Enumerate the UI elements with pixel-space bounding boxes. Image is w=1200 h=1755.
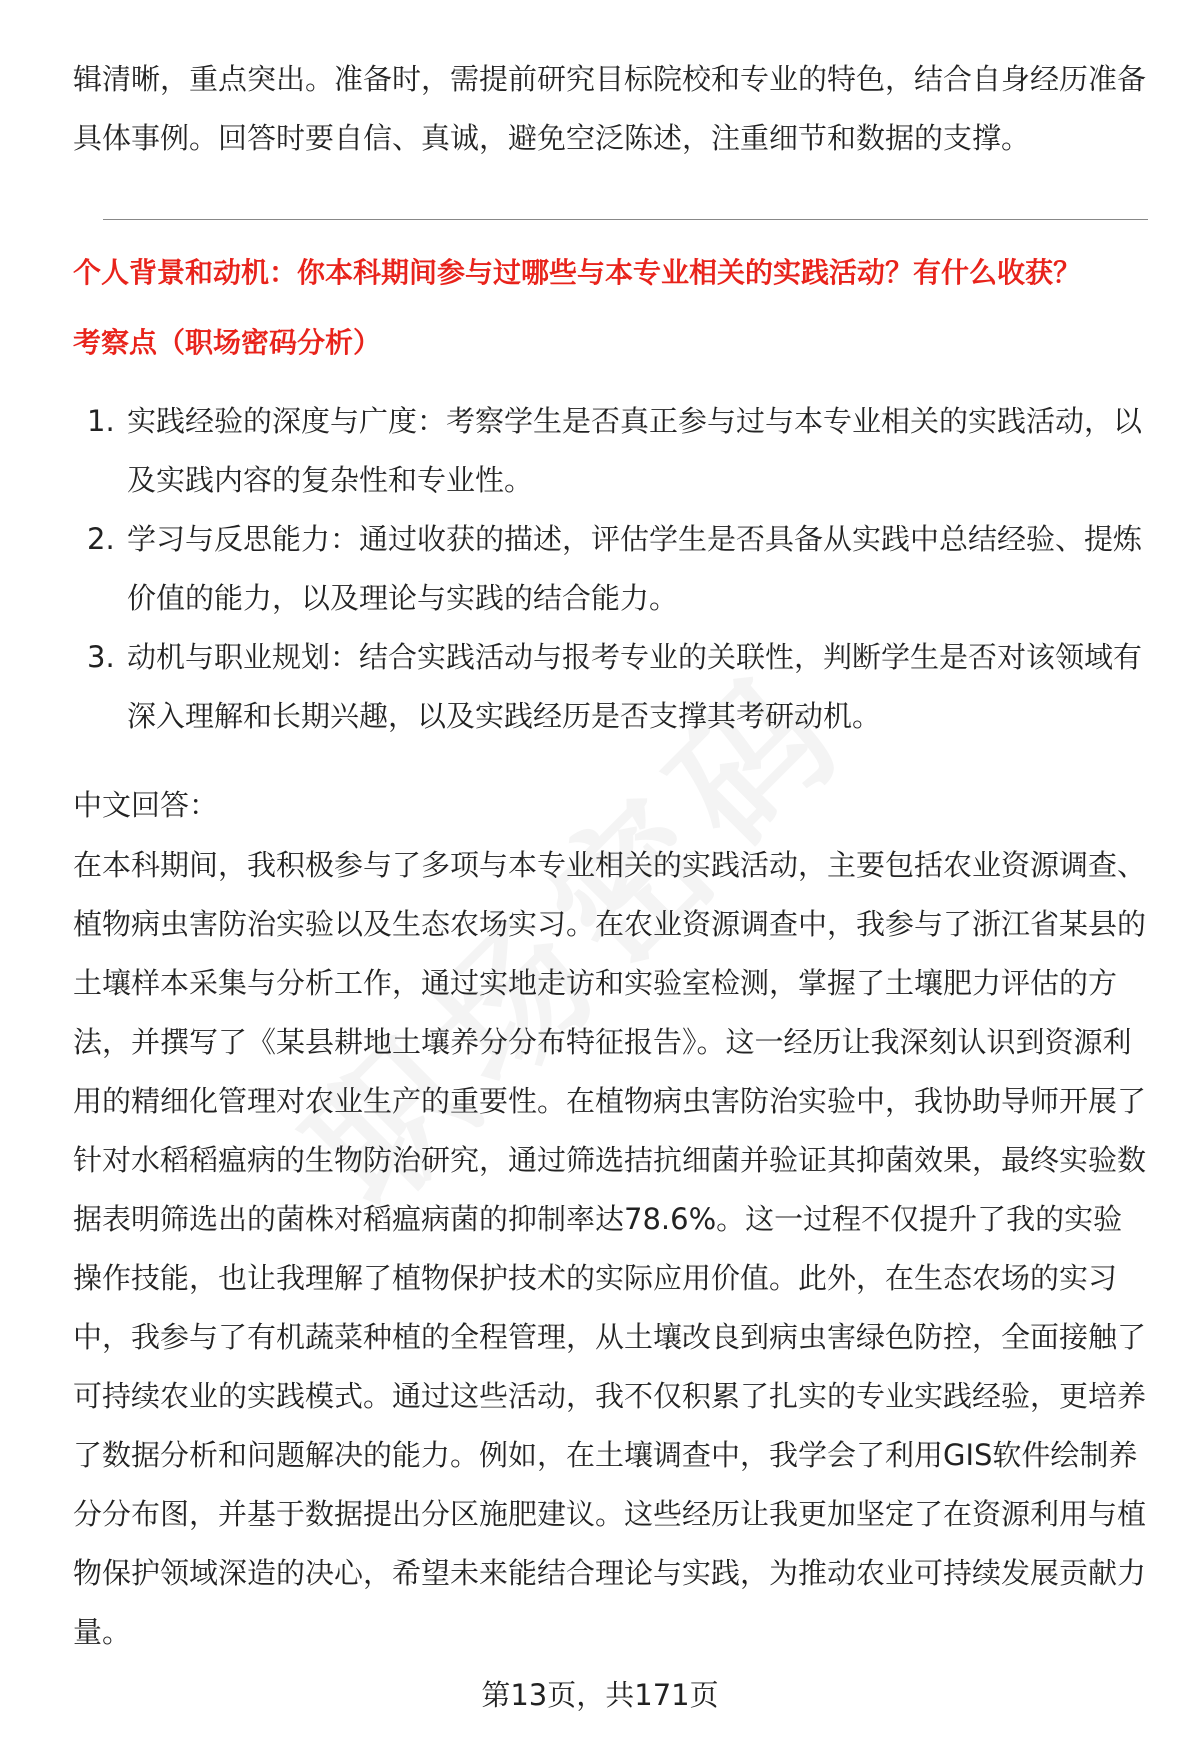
list-item-text: 学习与反思能力：通过收获的描述，评估学生是否具备从实践中总结经验、提炼价值的能力，以及理论与实践的结合能力。 bbox=[127, 522, 1143, 615]
list-item-number: 2. bbox=[87, 522, 115, 556]
examine-heading: 考察点（职场密码分析） bbox=[73, 326, 382, 359]
list-item-text: 实践经验的深度与广度：考察学生是否真正参与过与本专业相关的实践活动，以及实践内容的复杂性和专业性。 bbox=[127, 404, 1143, 497]
list-item-text: 动机与职业规划：结合实践活动与报考专业的关联性，判断学生是否对该领域有深入理解和长期兴趣，以及实践经历是否支撑其考研动机。 bbox=[127, 640, 1143, 733]
intro-paragraph: 辑清晰，重点突出。准备时，需提前研究目标院校和专业的特色，结合自身经历准备具体事例。回答时要自信、真诚，避免空泛陈述，注重细节和数据的支撑。 bbox=[73, 62, 1147, 155]
page-number: 第13页，共171页 bbox=[481, 1678, 719, 1712]
list-item-number: 3. bbox=[87, 640, 115, 674]
list-item bbox=[73, 392, 1148, 510]
answer-paragraph: 在本科期间，我积极参与了多项与本专业相关的实践活动，主要包括农业资源调查、植物病虫害防治实验以及生态农场实习。在农业资源调查中，我参与了浙江省某县的土壤样本采集与分析工作，通过实地走访和实验室检测，掌握了土壤肥力评估的方法，并撰写了《某县耕地土壤养分分布特征报告》。这一经历让我深刻认识到资源利用的精细化管理对农业生产的重要性。在植物病虫害防治实验中，我协助导师开展了针对水稻稻瘟病的生物防治研究，通过筛选拮抗细菌并验证其抑菌效果，最终实验数据表明筛选出的菌株对稻瘟病菌的抑制率达78.6%。这一过程不仅提升了我的实验操作技能，也让我理解了植物保护技术的实际应用价值。此外，在生态农场的实习中，我参与了有机蔬菜种植的全程管理，从土壤改良到病虫害绿色防控，全面接触了可持续农业的实践模式。通过这些活动，我不仅积累了扎实的专业实践经验，更培养了数据分析和问题解决的能力。例如，在土壤调查中，我学会了利用GIS软件绘制养分分布图，并基于数据提出分区施肥建议。这些经历让我更加坚定了在资源利用与植物保护领域深造的决心，希望未来能结合理论与实践，为推动农业可持续发展贡献力量。 bbox=[73, 848, 1147, 1649]
question-heading: 个人背景和动机：你本科期间参与过哪些与本专业相关的实践活动？有什么收获？ bbox=[73, 256, 1082, 289]
section-divider bbox=[103, 219, 1148, 220]
list-item bbox=[73, 628, 1148, 746]
examine-points-list bbox=[73, 392, 1148, 746]
list-item-number: 1. bbox=[87, 404, 115, 438]
answer-heading: 中文回答： bbox=[73, 788, 219, 822]
list-item bbox=[73, 510, 1148, 628]
